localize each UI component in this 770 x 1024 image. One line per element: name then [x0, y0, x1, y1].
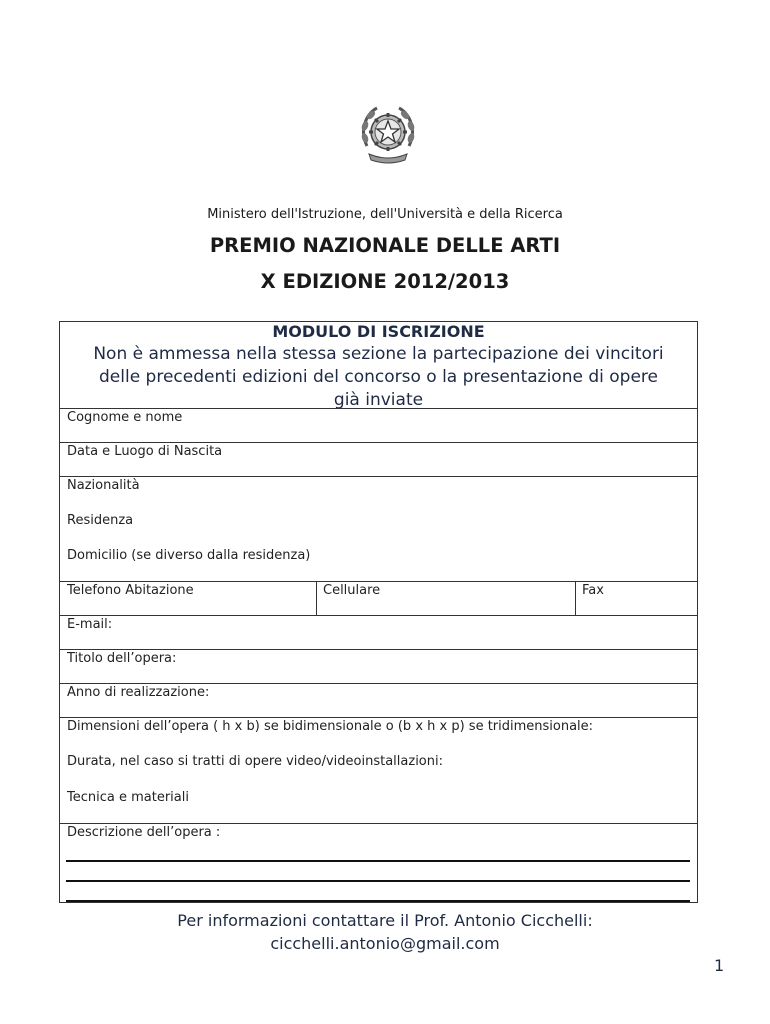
field-label: Anno di realizzazione: [67, 685, 210, 700]
field-label-durata: Durata, nel caso si tratti di opere video/videoinstallazioni: [67, 754, 443, 769]
notice-line: già inviate [333, 390, 424, 410]
page-title: PREMIO NAZIONALE DELLE ARTI [209, 234, 561, 257]
writing-line [66, 860, 690, 862]
field-label: Titolo dell’opera: [67, 651, 177, 666]
field-descrizione[interactable] [60, 823, 697, 903]
form-heading: MODULO DI ISCRIZIONE [272, 322, 485, 341]
field-artwork-specs[interactable] [60, 717, 697, 824]
field-data-luogo-nascita[interactable] [60, 442, 697, 477]
page-number: 1 [714, 956, 725, 975]
column-divider [575, 582, 576, 616]
contact-line: Per informazioni contattare il Prof. Antonio Cicchelli: [177, 911, 593, 930]
field-label: Descrizione dell’opera : [67, 825, 221, 840]
field-anno[interactable] [60, 683, 697, 718]
contact-email: cicchelli.antonio@gmail.com [270, 934, 500, 953]
edition-title: X EDIZIONE 2012/2013 [260, 270, 510, 293]
field-titolo[interactable] [60, 649, 697, 684]
contact-info [0, 909, 770, 955]
field-label-domicilio: Domicilio (se diverso dalla residenza) [67, 548, 311, 563]
field-label: E-mail: [67, 617, 113, 632]
notice-line: delle precedenti edizioni del concorso o la presentazione di opere [99, 367, 658, 387]
notice-line: Non è ammessa nella stessa sezione la partecipazione dei vincitori [93, 344, 664, 364]
registration-form [59, 321, 698, 903]
field-label-residenza: Residenza [67, 513, 134, 528]
ministry-name: Ministero dell'Istruzione, dell'Università e della Ricerca [207, 207, 563, 222]
column-divider [316, 582, 317, 616]
italian-republic-emblem-icon [357, 102, 419, 166]
field-email[interactable] [60, 615, 697, 650]
field-label-nazionalita: Nazionalità [67, 478, 140, 493]
eligibility-notice [60, 343, 697, 412]
field-residence-block[interactable] [60, 476, 697, 582]
field-phone-row [60, 581, 697, 616]
field-label-dimensioni: Dimensioni dell’opera ( h x b) se bidimensionale o (b x h x p) se tridimensionale: [67, 719, 594, 734]
field-cognome-nome[interactable] [60, 408, 697, 443]
field-label-fax: Fax [582, 583, 604, 598]
writing-line [66, 900, 690, 902]
field-label-telefono: Telefono Abitazione [67, 583, 194, 598]
field-label-cellulare: Cellulare [323, 583, 381, 598]
writing-line [66, 880, 690, 882]
field-label: Cognome e nome [67, 410, 183, 425]
field-label: Data e Luogo di Nascita [67, 444, 223, 459]
field-label-tecnica: Tecnica e materiali [67, 790, 189, 805]
